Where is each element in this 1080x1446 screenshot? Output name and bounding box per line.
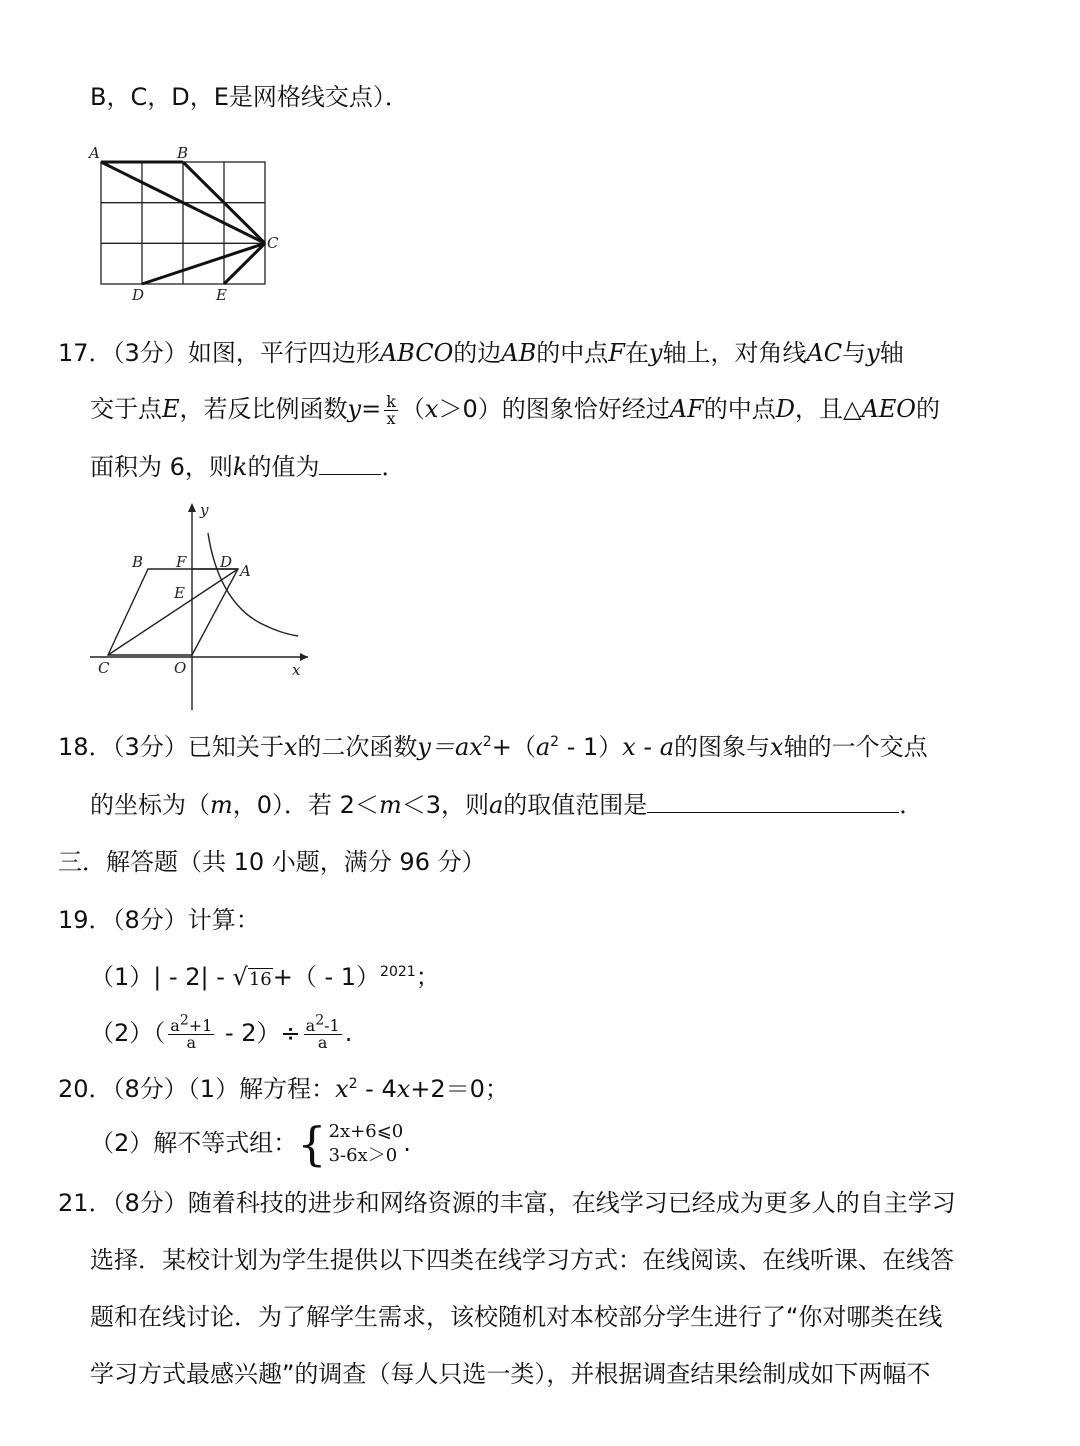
- q17-e: E: [162, 395, 180, 423]
- intro-text: B，C，D，E是网格线交点）．: [90, 83, 409, 111]
- section-heading: [58, 845, 486, 879]
- q17-text: 如图，平行四边形: [187, 339, 380, 367]
- q18-text: ＜3，则: [401, 791, 489, 819]
- q18-text: ．: [899, 791, 924, 819]
- label-O: O: [174, 659, 187, 677]
- q19-text: +（ - 1）: [272, 963, 381, 991]
- q18-text: 轴的一个交点: [783, 733, 928, 761]
- label-C17: C: [98, 659, 110, 677]
- label-x: x: [292, 661, 301, 679]
- q18-sup: 2: [550, 734, 560, 750]
- q19-text: - 2）÷: [217, 1019, 301, 1047]
- q19-part1: [90, 960, 440, 997]
- q20-text: 20．（8分）（1）解方程：: [58, 1075, 336, 1103]
- label-A17: A: [240, 562, 251, 580]
- q19-part2: [90, 1012, 353, 1052]
- frac-num-exp: 2: [179, 1012, 189, 1029]
- q18-a: a: [454, 733, 470, 761]
- q18-m: m: [210, 791, 233, 819]
- q17-text: 的图象恰好经过: [501, 395, 670, 423]
- label-E: E: [216, 286, 227, 304]
- sqrt-16: √16: [232, 963, 272, 991]
- q17-y: y: [866, 339, 880, 367]
- q20-head: [58, 1072, 509, 1106]
- q18-x: x: [283, 733, 298, 761]
- q17-text: 的中点: [536, 339, 609, 367]
- section-title: 三．解答题（共 10 小题，满分 96 分）: [58, 848, 486, 876]
- q18-text: +（: [491, 733, 536, 761]
- q18-line1: [58, 730, 928, 764]
- q21-line2: [90, 1243, 954, 1277]
- fraction-1: [168, 1012, 214, 1052]
- q18-sup: 2: [482, 734, 492, 750]
- label-D: D: [132, 286, 145, 304]
- frac-den: a: [317, 1032, 328, 1052]
- q19-head: [58, 903, 260, 937]
- inequality-system: { 2x+6⩽0 3-6x＞0: [297, 1117, 404, 1171]
- q19-text: （1）| - 2| -: [90, 963, 233, 991]
- q19-exp: 2021: [380, 964, 416, 980]
- q17-x: x: [424, 395, 439, 423]
- q17-text: （: [400, 395, 425, 423]
- q17-text: 交于点: [90, 395, 162, 423]
- q18-x: x: [469, 733, 483, 761]
- frac-num: k: [386, 391, 396, 411]
- label-B: B: [177, 144, 189, 162]
- q18-a: a: [659, 733, 675, 761]
- q17-number: 17．: [58, 339, 113, 367]
- q17-line1: [58, 336, 904, 370]
- frac-num-b: -1: [324, 1015, 340, 1035]
- label-A: A: [89, 144, 100, 162]
- q18-score: （3分）: [112, 733, 188, 761]
- q21-text: 学习方式最感兴趣”的调查（每人只选一类），并根据调查结果绘制成如下两幅不: [90, 1360, 931, 1388]
- intro-line: [90, 80, 409, 114]
- q17-text: ＞0）: [438, 395, 502, 423]
- frac-num: [168, 1012, 214, 1035]
- q17-text: 面积为 6，则: [90, 453, 233, 481]
- q18-yeq: y＝: [417, 733, 455, 761]
- q19-text: 19．（8分）计算：: [58, 906, 260, 934]
- q21-text: 21．（8分）随着科技的进步和网络资源的丰富，在线学习已经成为更多人的自主学习: [58, 1189, 956, 1217]
- q18-text: 的二次函数: [297, 733, 418, 761]
- q18-text: 已知关于: [187, 733, 284, 761]
- q21-text: 题和在线讨论．为了解学生需求，该校随机对本校部分学生进行了“你对哪类在线: [90, 1303, 943, 1331]
- q20-part2: [90, 1114, 411, 1172]
- frac-den: x: [386, 408, 396, 428]
- q18-text: - 1）: [559, 733, 623, 761]
- q21-line4: [90, 1357, 930, 1391]
- q17-line3: [90, 450, 405, 484]
- q17-text: 在: [624, 339, 649, 367]
- q21-line3: [90, 1300, 942, 1334]
- q17-f: F: [608, 339, 625, 367]
- fraction-k-over-x: [384, 391, 398, 428]
- q17-text: ，且△: [794, 395, 862, 423]
- q17-text: ，若反比例函数: [179, 395, 348, 423]
- q20-exp: 2: [348, 1076, 358, 1092]
- q17-text: ．: [381, 453, 406, 481]
- q17-text: 轴上，对角线: [662, 339, 807, 367]
- q17-text: 的边: [453, 339, 502, 367]
- q17-y: y: [648, 339, 663, 367]
- q17-af: AF: [669, 395, 704, 423]
- label-D17: D: [220, 553, 233, 571]
- label-C: C: [267, 234, 279, 252]
- q19-text: （2）（: [90, 1019, 166, 1047]
- q17-ab: AB: [501, 339, 537, 367]
- frac-num-exp: 2: [315, 1012, 325, 1029]
- q20-x: x: [396, 1075, 411, 1103]
- q17-text: 的值为: [247, 453, 320, 481]
- q18-m: m: [378, 791, 402, 819]
- q18-text: 的图象与: [674, 733, 771, 761]
- grid-figure: [85, 140, 285, 310]
- q19-text: .: [344, 1019, 353, 1047]
- q20-text: （2）解不等式组：: [90, 1129, 298, 1157]
- frac-num-b: +1: [188, 1015, 213, 1035]
- q18-a: a: [488, 791, 504, 819]
- q17-text: 与: [842, 339, 867, 367]
- frac-num-a: a: [305, 1015, 316, 1035]
- q18-line2: [90, 788, 923, 822]
- label-E17: E: [174, 584, 185, 602]
- q18-x: x: [770, 733, 784, 761]
- q18-text: ，0）．若 2＜: [232, 791, 379, 819]
- answer-blank-q17[interactable]: [319, 450, 381, 475]
- q17-yeq: y=: [347, 395, 382, 423]
- q21-text: 选择．某校计划为学生提供以下四类在线学习方式：在线阅读、在线听课、在线答: [90, 1246, 954, 1274]
- q20-text: .: [403, 1129, 411, 1157]
- q20-text: +2＝0；: [410, 1075, 509, 1103]
- parallelogram-figure: [80, 495, 320, 715]
- q17-text: 的中点: [703, 395, 776, 423]
- q17-abco: ABCO: [379, 339, 454, 367]
- frac-num-a: a: [170, 1015, 180, 1035]
- q17-score: （3分）: [112, 339, 188, 367]
- q17-text: 轴: [879, 339, 904, 367]
- frac-den: a: [186, 1032, 197, 1052]
- q20-x: x: [335, 1075, 349, 1103]
- label-y: y: [200, 501, 209, 519]
- q18-x: x: [622, 733, 636, 761]
- q20-text: - 4: [357, 1075, 397, 1103]
- label-F: F: [176, 553, 187, 571]
- q18-text: 的坐标为（: [90, 791, 210, 819]
- q17-d: D: [775, 395, 795, 423]
- q17-k: k: [232, 453, 248, 481]
- q21-line1: [58, 1186, 956, 1220]
- q17-line2: [90, 392, 940, 427]
- q18-number: 18．: [58, 733, 113, 761]
- answer-blank-q18[interactable]: [647, 788, 899, 813]
- q17-ac: AC: [806, 339, 843, 367]
- q17-text: 的: [915, 395, 940, 423]
- inequality-row-1: 2x+6⩽0: [328, 1121, 404, 1142]
- q17-aeo: AEO: [861, 395, 916, 423]
- inequality-row-2: 3-6x＞0: [328, 1145, 398, 1166]
- q18-text: -: [635, 733, 660, 761]
- q19-text: ；: [415, 963, 440, 991]
- label-B17: B: [132, 553, 144, 571]
- frac-num: [304, 1012, 342, 1035]
- q18-text: 的取值范围是: [503, 791, 648, 819]
- fraction-2: [304, 1012, 342, 1052]
- sqrt-radicand: 16: [248, 969, 272, 990]
- q18-a: a: [535, 733, 551, 761]
